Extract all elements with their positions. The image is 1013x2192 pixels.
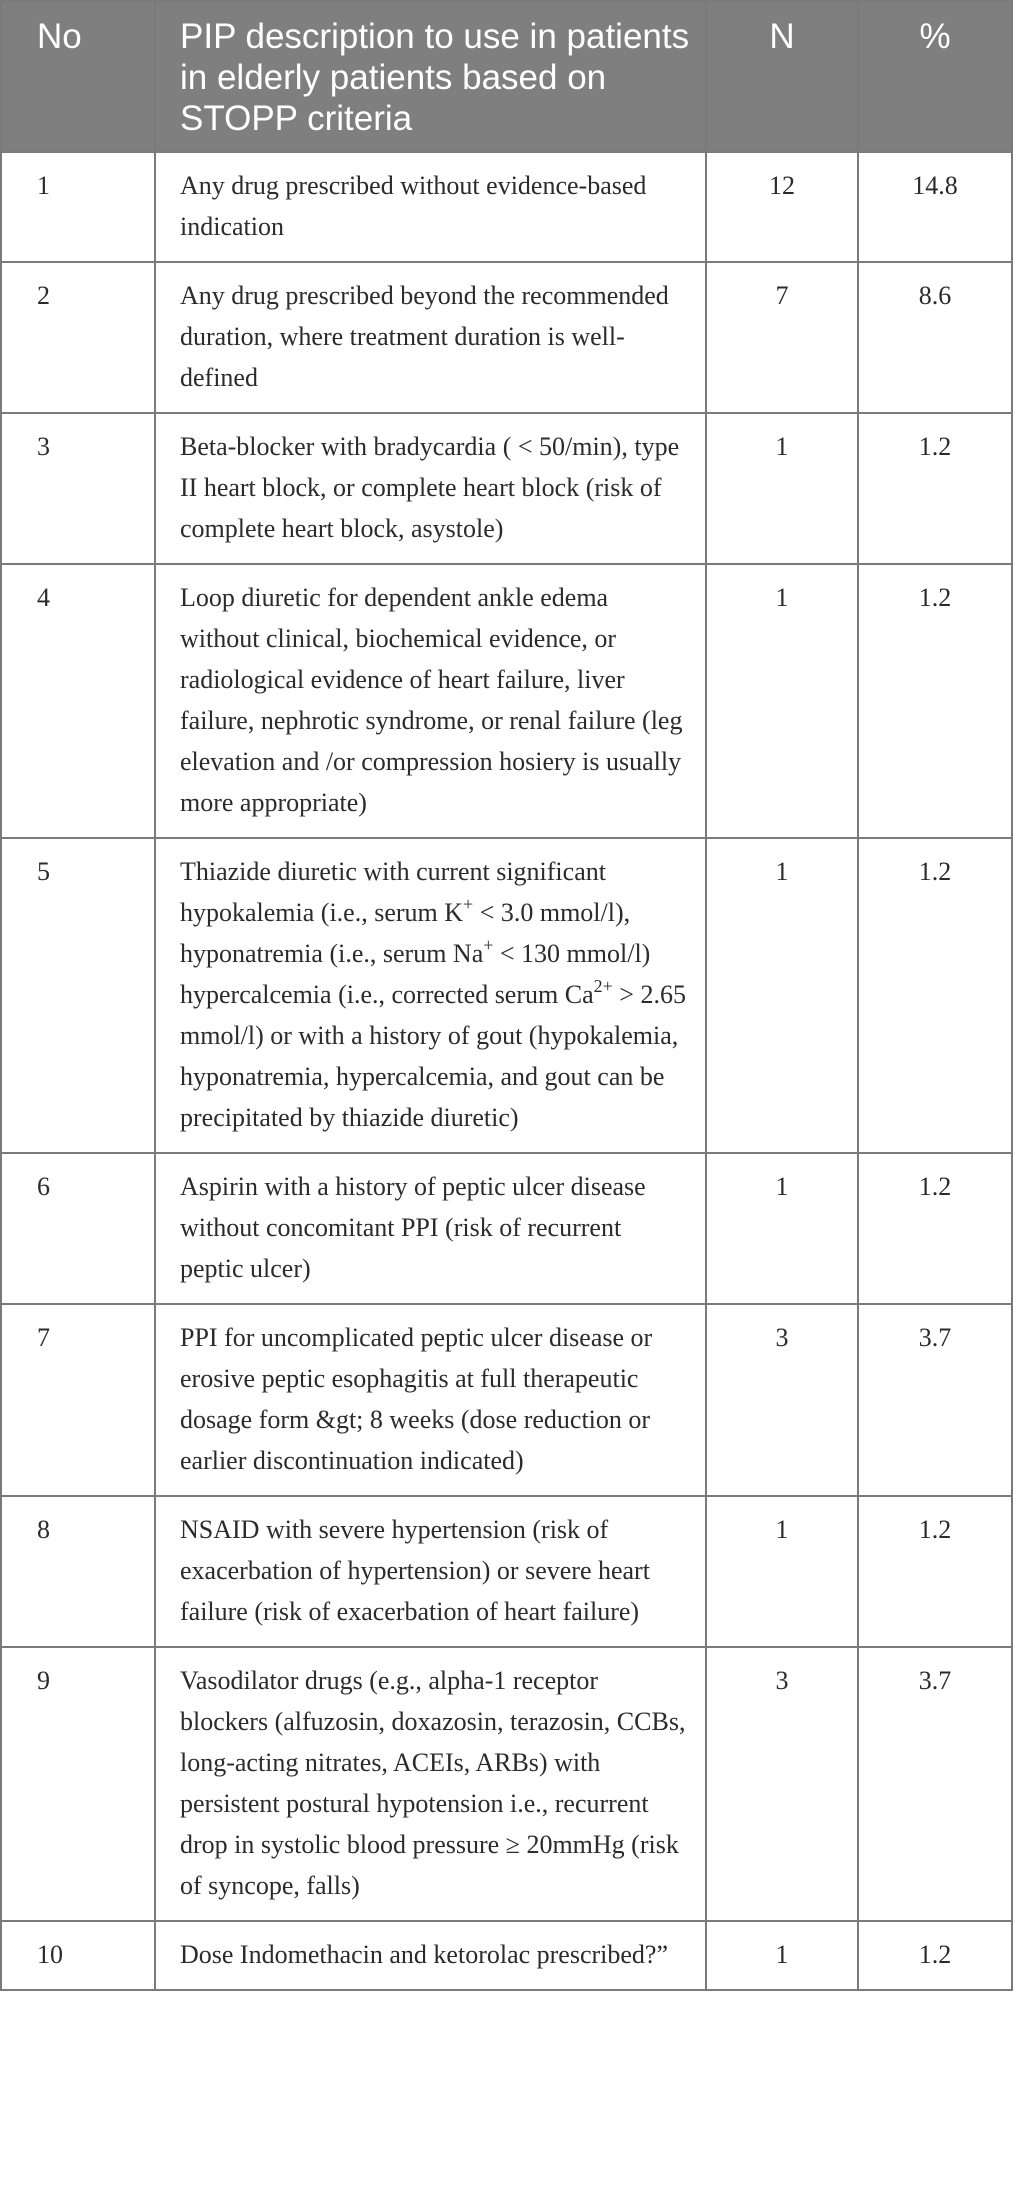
- row-count: 1: [706, 564, 858, 838]
- description-text: Thiazide diuretic with current significant hypokalemia (i.e., serum K: [180, 857, 606, 927]
- table-row: [1, 1153, 1012, 1304]
- table-row: [1, 1496, 1012, 1647]
- row-percent: 14.8: [858, 152, 1012, 262]
- row-percent: 1.2: [858, 1496, 1012, 1647]
- row-percent: 1.2: [858, 838, 1012, 1153]
- row-percent: 3.7: [858, 1304, 1012, 1496]
- row-count: 1: [706, 1496, 858, 1647]
- table-row: [1, 413, 1012, 564]
- row-percent: 1.2: [858, 413, 1012, 564]
- row-description: [155, 152, 706, 262]
- row-description: [155, 1304, 706, 1496]
- description-text: > 2.65 mmol/l) or with a history of gout (hypokalemia, hyponatremia, hypercalcemia, and gout can be precipitated by thiazide diuretic): [180, 980, 686, 1132]
- row-count: 1: [706, 413, 858, 564]
- description-text: Loop diuretic for dependent ankle edema without clinical, biochemical evidence, or radiological evidence of heart failure, liver failure, nephrotic syndrome, or renal failure (leg elevation and /or compression hosiery is usually more appropriate): [180, 583, 683, 817]
- row-percent: 1.2: [858, 564, 1012, 838]
- description-superscript: 2+: [593, 976, 613, 996]
- row-number: 8: [1, 1496, 155, 1647]
- row-description: [155, 262, 706, 413]
- header-row: [1, 1, 1012, 152]
- table-row: [1, 564, 1012, 838]
- row-description: [155, 1647, 706, 1921]
- row-number: 9: [1, 1647, 155, 1921]
- header-n: N: [706, 1, 858, 152]
- description-text: Dose Indomethacin and ketorolac prescribed?”: [180, 1940, 669, 1969]
- table-row: [1, 838, 1012, 1153]
- description-text: < 3.0 mmol/l), hyponatremia (i.e., serum Na: [180, 898, 631, 968]
- table-body: [1, 152, 1012, 1990]
- description-text: Any drug prescribed without evidence-based indication: [180, 171, 647, 241]
- header-percent: %: [858, 1, 1012, 152]
- row-count: 7: [706, 262, 858, 413]
- row-count: 1: [706, 1921, 858, 1990]
- row-number: 6: [1, 1153, 155, 1304]
- description-text: NSAID with severe hypertension (risk of exacerbation of hypertension) or severe heart failure (risk of exacerbation of heart failure): [180, 1515, 650, 1626]
- row-count: 3: [706, 1304, 858, 1496]
- description-superscript: +: [483, 935, 494, 955]
- description-text: Any drug prescribed beyond the recommended duration, where treatment duration is well-defined: [180, 281, 669, 392]
- row-percent: 3.7: [858, 1647, 1012, 1921]
- row-number: 3: [1, 413, 155, 564]
- description-text: PPI for uncomplicated peptic ulcer disease or erosive peptic esophagitis at full therapeutic dosage form &gt; 8 weeks (dose reduction or earlier discontinuation indicated): [180, 1323, 653, 1475]
- row-description: [155, 838, 706, 1153]
- row-number: 10: [1, 1921, 155, 1990]
- table-header: [1, 1, 1012, 152]
- description-superscript: +: [463, 894, 474, 914]
- row-count: 1: [706, 838, 858, 1153]
- row-description: [155, 1496, 706, 1647]
- header-description: PIP description to use in patients in elderly patients based on STOPP criteria: [155, 1, 706, 152]
- table-row: [1, 1921, 1012, 1990]
- row-number: 5: [1, 838, 155, 1153]
- header-no: No: [1, 1, 155, 152]
- table-row: [1, 1304, 1012, 1496]
- row-percent: 1.2: [858, 1153, 1012, 1304]
- row-count: 1: [706, 1153, 858, 1304]
- row-number: 7: [1, 1304, 155, 1496]
- table-row: [1, 1647, 1012, 1921]
- row-description: [155, 413, 706, 564]
- description-text: Aspirin with a history of peptic ulcer disease without concomitant PPI (risk of recurrent peptic ulcer): [180, 1172, 646, 1283]
- row-number: 4: [1, 564, 155, 838]
- table-row: [1, 262, 1012, 413]
- row-percent: 1.2: [858, 1921, 1012, 1990]
- table-row: [1, 152, 1012, 262]
- row-description: [155, 1153, 706, 1304]
- row-percent: 8.6: [858, 262, 1012, 413]
- row-count: 3: [706, 1647, 858, 1921]
- row-number: 1: [1, 152, 155, 262]
- row-number: 2: [1, 262, 155, 413]
- description-text: < 130 mmol/l) hypercalcemia (i.e., corrected serum Ca: [180, 939, 651, 1009]
- description-text: Vasodilator drugs (e.g., alpha-1 receptor blockers (alfuzosin, doxazosin, terazosin, CCBs, long-acting nitrates, ACEIs, ARBs) with persistent postural hypotension i.e., recurrent drop in systolic blood pressure ≥ 20mmHg (risk of syncope, falls): [180, 1666, 686, 1900]
- row-count: 12: [706, 152, 858, 262]
- description-text: Beta-blocker with bradycardia ( < 50/min), type II heart block, or complete heart block (risk of complete heart block, asystole): [180, 432, 680, 543]
- row-description: [155, 1921, 706, 1990]
- row-description: [155, 564, 706, 838]
